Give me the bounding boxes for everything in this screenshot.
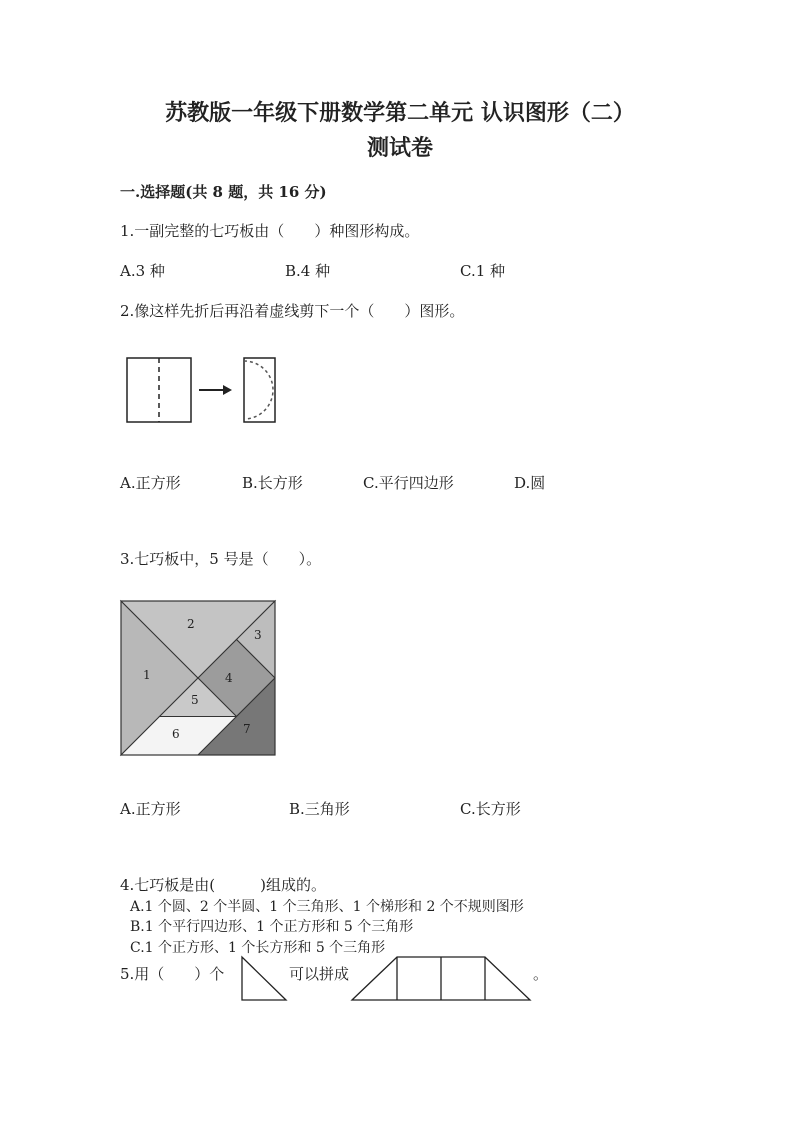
question-1-text: 1.一副完整的七巧板由（ ）种图形构成。 — [120, 222, 420, 240]
tangram-figure — [121, 601, 275, 755]
q2-option-b[interactable]: B.长方形 — [242, 474, 303, 492]
q3-option-c[interactable]: C.长方形 — [460, 800, 521, 818]
section-header: 一.选择题(共 8 题，共 16 分) — [120, 183, 327, 201]
trapezoid-figure — [350, 955, 534, 1003]
tangram-label-5: 5 — [191, 693, 199, 707]
q3-option-b[interactable]: B.三角形 — [289, 800, 350, 818]
tangram-label-4: 4 — [225, 671, 233, 685]
q2-option-a[interactable]: A.正方形 — [120, 474, 181, 492]
q4-option-b[interactable]: B.1 个平行四边形、1 个正方形和 5 个三角形 — [130, 919, 414, 935]
question-5-text-c: 。 — [533, 965, 549, 983]
q1-option-c[interactable]: C.1 种 — [460, 262, 506, 280]
q2-option-d[interactable]: D.圆 — [514, 474, 546, 492]
q4-option-a[interactable]: A.1 个圆、2 个半圆、1 个三角形、1 个梯形和 2 个不规则图形 — [130, 899, 524, 915]
question-4-text: 4.七巧板是由( )组成的。 — [120, 876, 327, 894]
q2-option-c[interactable]: C.平行四边形 — [363, 474, 454, 492]
question-5-text-a: 5.用（ ）个 — [120, 965, 225, 983]
question-2-text: 2.像这样先折后再沿着虚线剪下一个（ ）图形。 — [120, 302, 465, 320]
q4-option-c[interactable]: C.1 个正方形、1 个长方形和 5 个三角形 — [130, 940, 386, 956]
page-subtitle: 测试卷 — [366, 135, 433, 161]
q1-option-b[interactable]: B.4 种 — [285, 262, 331, 280]
tangram-label-6: 6 — [172, 727, 180, 741]
question-3-text: 3.七巧板中，5 号是（ ）。 — [120, 550, 322, 568]
tangram-label-2: 2 — [187, 617, 195, 631]
question-5-text-b: 可以拼成 — [289, 965, 350, 983]
tangram-label-3: 3 — [254, 628, 262, 642]
q1-option-a[interactable]: A.3 种 — [120, 262, 165, 280]
cut-arc — [244, 361, 273, 419]
right-triangle-figure — [240, 955, 290, 1003]
page-title: 苏教版一年级下册数学第二单元 认识图形（二） — [165, 100, 635, 126]
folded-paper — [244, 358, 275, 422]
arrow-head-icon — [223, 385, 232, 395]
tangram-label-1: 1 — [143, 668, 151, 682]
tangram-label-7: 7 — [243, 722, 251, 736]
fold-cut-figure — [120, 350, 290, 430]
q3-option-a[interactable]: A.正方形 — [120, 800, 181, 818]
